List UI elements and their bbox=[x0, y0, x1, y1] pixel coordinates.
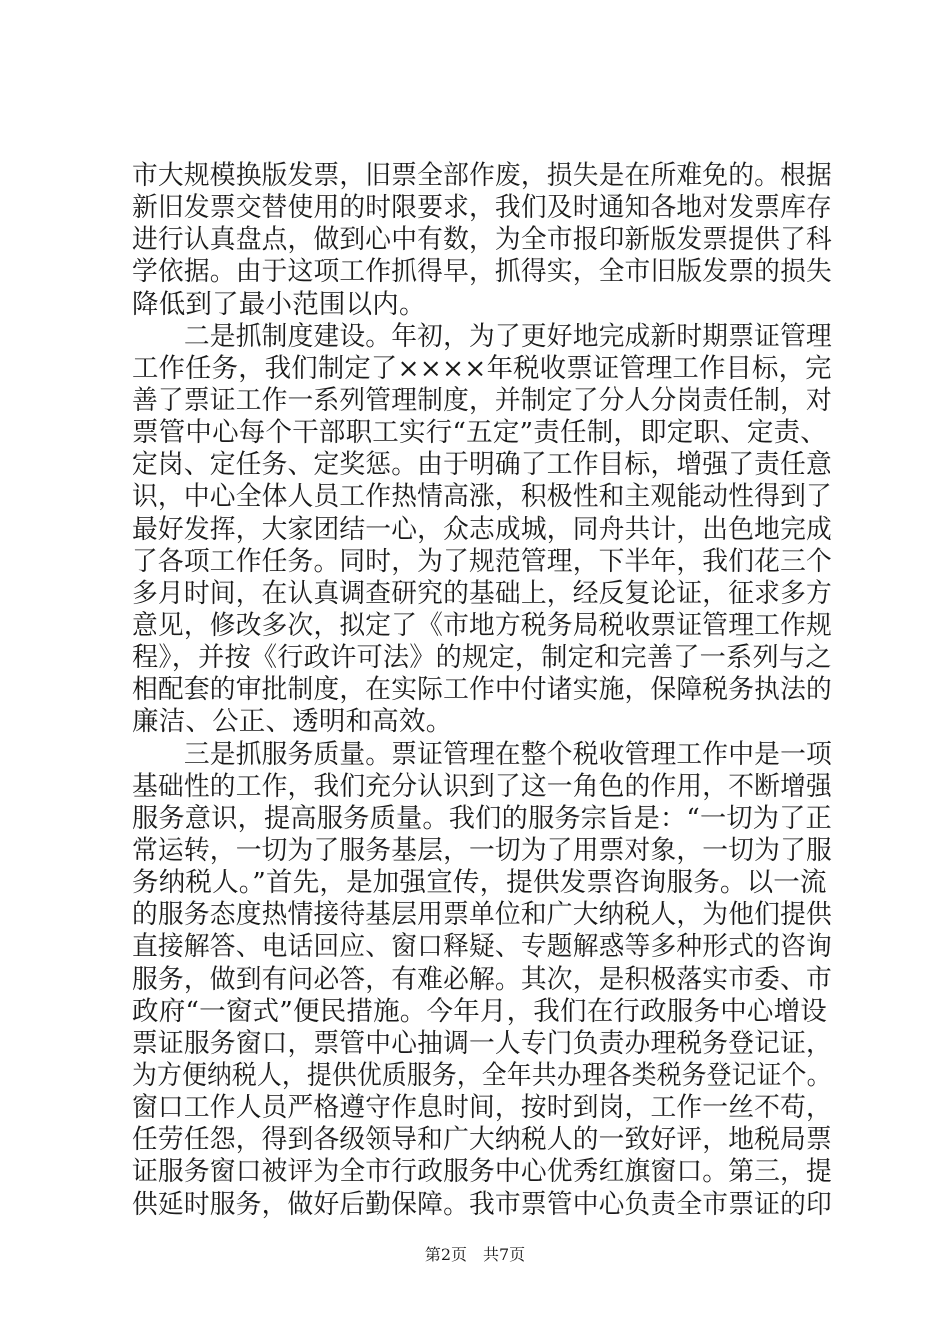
paragraph-start-line: 二是抓制度建设。年初，为了更好地完成新时期票证管理 bbox=[132, 320, 832, 352]
text-line: 善了票证工作一系列管理制度，并制定了分人分岗责任制，对 bbox=[132, 384, 832, 416]
text-line: 识，中心全体人员工作热情高涨，积极性和主观能动性得到了 bbox=[132, 481, 832, 513]
text-line: 服务意识，提高服务质量。我们的服务宗旨是：“一切为了正 bbox=[132, 802, 832, 834]
text-line: 常运转，一切为了服务基层，一切为了用票对象，一切为了服 bbox=[132, 834, 832, 866]
text-line: 政府“一窗式”便民措施。今年月，我们在行政服务中心增设 bbox=[132, 995, 827, 1027]
text-line: 廉洁、公正、透明和高效。 bbox=[132, 706, 453, 738]
text-line: 意见，修改多次，拟定了《市地方税务局税收票证管理工作规 bbox=[132, 609, 832, 641]
text-line: 进行认真盘点，做到心中有数，为全市报印新版发票提供了科 bbox=[132, 224, 832, 256]
text-line: 了各项工作任务。同时，为了规范管理，下半年，我们花三个 bbox=[132, 545, 832, 577]
text-line: 定岗、定任务、定奖惩。由于明确了工作目标，增强了责任意 bbox=[132, 449, 832, 481]
text-line: 任劳任怨，得到各级领导和广大纳税人的一致好评，地税局票 bbox=[132, 1124, 832, 1156]
text-line: 多月时间，在认真调查研究的基础上，经反复论证，征求多方 bbox=[132, 577, 832, 609]
text-line: 票证服务窗口，票管中心抽调一人专门负责办理税务登记证， bbox=[132, 1027, 832, 1059]
text-line: 工作任务，我们制定了××××年税收票证管理工作目标，完 bbox=[132, 352, 832, 384]
text-line: 服务，做到有问必答，有难必解。其次，是积极落实市委、市 bbox=[132, 963, 832, 995]
text-line: 窗口工作人员严格遵守作息时间，按时到岗，工作一丝不苟， bbox=[132, 1092, 832, 1124]
text-line: 最好发挥，大家团结一心，众志成城，同舟共计，出色地完成 bbox=[132, 513, 832, 545]
text-line: 相配套的审批制度，在实际工作中付诸实施，保障税务执法的 bbox=[132, 674, 832, 706]
text-line: 降低到了最小范围以内。 bbox=[132, 288, 426, 320]
text-line: 学依据。由于这项工作抓得早，抓得实，全市旧版发票的损失 bbox=[132, 256, 832, 288]
page-footer: 第2页 共7页 bbox=[424, 1245, 526, 1264]
text-line: 基础性的工作，我们充分认识到了这一角色的作用，不断增强 bbox=[132, 770, 832, 802]
text-line: 市大规模换版发票，旧票全部作废，损失是在所难免的。根据 bbox=[132, 160, 832, 191]
text-line: 直接解答、电话回应、窗口释疑、专题解惑等多种形式的咨询 bbox=[132, 931, 832, 963]
text-line: 证服务窗口被评为全市行政服务中心优秀红旗窗口。第三，提 bbox=[132, 1156, 832, 1188]
text-line: 新旧发票交替使用的时限要求，我们及时通知各地对发票库存 bbox=[132, 192, 832, 224]
text-line: 供延时服务，做好后勤保障。我市票管中心负责全市票证的印 bbox=[132, 1188, 832, 1220]
text-line: 的服务态度热情接待基层用票单位和广大纳税人，为他们提供 bbox=[132, 899, 832, 931]
text-line: 票管中心每个干部职工实行“五定”责任制，即定职、定责、 bbox=[132, 417, 827, 449]
text-line: 为方便纳税人，提供优质服务，全年共办理各类税务登记证个。 bbox=[132, 1059, 832, 1091]
text-line: 程》，并按《行政许可法》的规定，制定和完善了一系列与之 bbox=[132, 642, 832, 674]
paragraph-start-line: 三是抓服务质量。票证管理在整个税收管理工作中是一项 bbox=[132, 738, 832, 770]
text-line: 务纳税人。”首先，是加强宣传，提供发票咨询服务。以一流 bbox=[132, 867, 827, 899]
body-text bbox=[132, 160, 832, 1221]
